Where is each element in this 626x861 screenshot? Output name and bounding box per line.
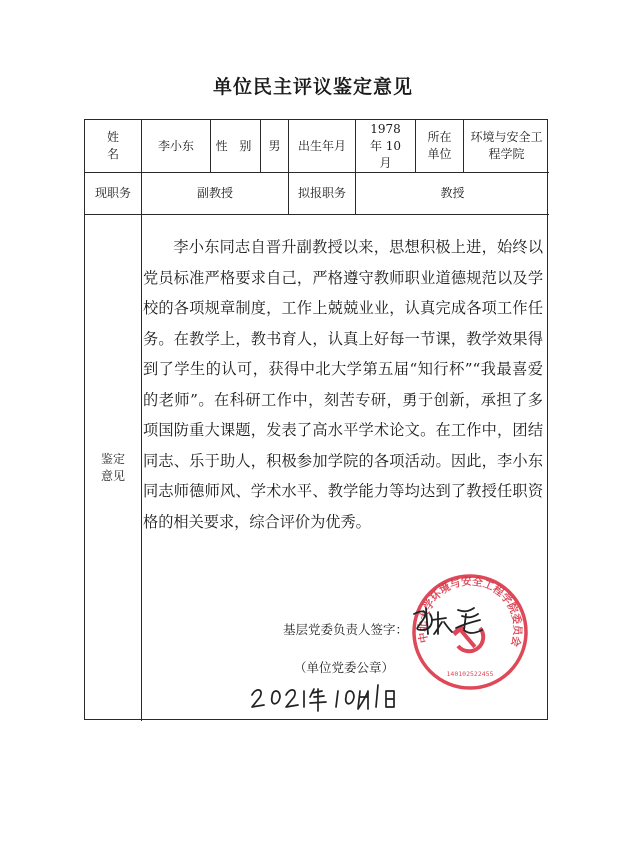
seal-note: （单位党委公章） <box>294 660 395 675</box>
birth-value: 1978 年 10 月 <box>369 121 402 170</box>
document-title: 单位民主评议鉴定意见 <box>212 76 413 98</box>
current-title-value: 副教授 <box>196 186 233 200</box>
current-title-label: 现职务 <box>94 186 131 200</box>
proposed-title-value: 教授 <box>440 186 465 200</box>
appraisal-opinion-text: 李小东同志自晋升副教授以来，思想积极上进，始终以党员标准严格要求自己，严格遵守教师职业道德规范以及学校的各项规章制度，工作上兢兢业业，认真完成各项工作任务。在教学上，教书育人，认真上好每一节课，教学效果得到了学生的认可，获得中北大学第五届“知行杯”“我最喜爱的老师”。在科研工作中，刻苦专研，勇于创新，承担了多项国防重大课题，发表了高水平学术论文。在工作中，团结同志、乐于助人，积极参加学院的各项活动。因此，李小东同志师德师风、学术水平、教学能力等均达到了教授任职资格的相关要求，综合评价为优秀。 <box>143 238 543 531</box>
handwritten-signature <box>408 600 488 644</box>
handwritten-date <box>248 683 398 713</box>
birth-label: 出生年月 <box>297 138 346 153</box>
gender-value: 男 <box>268 138 281 153</box>
svg-text:140102522455: 140102522455 <box>446 670 494 678</box>
name-label: 姓 名 <box>106 130 129 161</box>
unit-value: 环境与安全工程学院 <box>470 130 543 161</box>
signer-label: 基层党委负责人签字： <box>283 622 409 637</box>
gender-label: 性 别 <box>215 138 256 153</box>
row-divider <box>85 214 549 215</box>
proposed-title-label: 拟报职务 <box>297 186 346 200</box>
opinion-label: 鉴定意见 <box>100 451 125 483</box>
unit-label: 所在单位 <box>427 130 452 161</box>
name-value: 李小东 <box>157 138 194 153</box>
svg-text:中北大学环境与安全工程学院委员会: 中北大学环境与安全工程学院委员会 <box>416 575 524 648</box>
